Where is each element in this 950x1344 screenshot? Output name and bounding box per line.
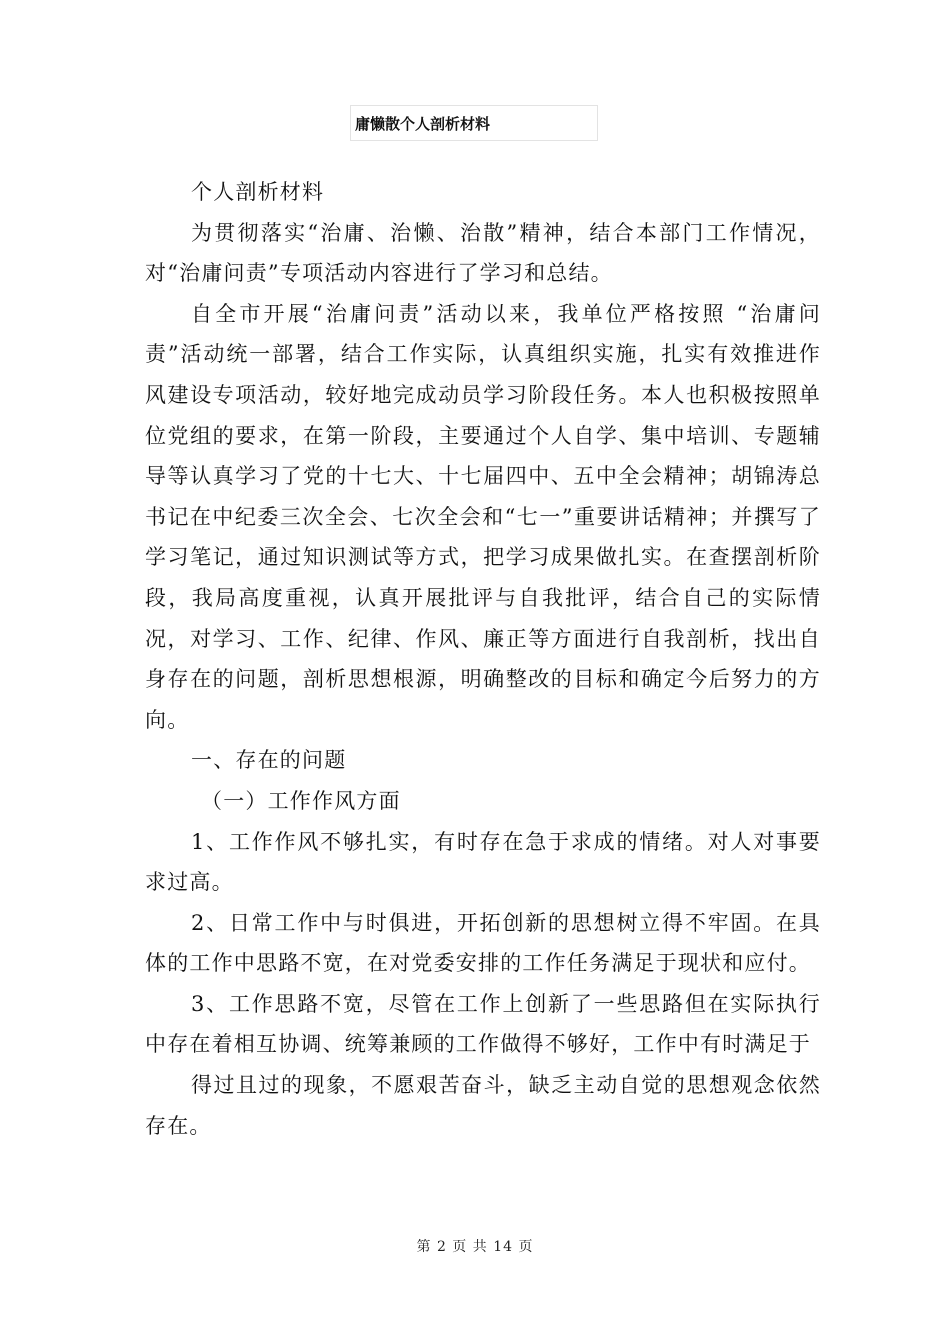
body-paragraph-item-3-continued: 得过且过的现象，不愿艰苦奋斗，缺乏主动自觉的思想观念依然存在。 [145,1073,821,1138]
body-paragraph-intro: 为贯彻落实“治庸、治懒、治散”精神，结合本部门工作情况，对“治庸问责”专项活动内容进行了学习和总结。 [145,220,821,286]
body-paragraph-item-2: 2、日常工作中与时俱进，开拓创新的思想树立得不牢固。在具体的工作中思路不宽，在对党委安排的工作任务满足于现状和应付。 [145,910,821,976]
document-body [145,172,821,1146]
body-paragraph-subtitle: 个人剖析材料 [191,180,325,204]
document-header-box [350,105,598,141]
body-paragraph-item-3: 3、工作思路不宽，尽管在工作上创新了一些思路但在实际执行中存在着相互协调、统筹兼顾的工作做得不够好，工作中有时满足于 [145,991,821,1057]
document-header-title: 庸懒散个人剖析材料 [355,115,491,133]
section-heading-problems: 一、存在的问题 [191,748,347,773]
subsection-heading-work-style: （一）工作作风方面 [201,788,401,813]
body-paragraph-item-1: 1、工作作风不够扎实，有时存在急于求成的情绪。对人对事要求过高。 [145,829,821,895]
body-paragraph-main: 自全市开展“治庸问责”活动以来，我单位严格按照 “治庸问责”活动统一部署，结合工作实际，认真组织实施，扎实有效推进作风建设专项活动，较好地完成动员学习阶段任务。本人也积极按照单位党组的要求，在第一阶段，主要通过个人自学、集中培训、专题辅导等认真学习了党的十七大、十七届四中、五中全会精神；胡锦涛总书记在中纪委三次全会、七次全会和“七一”重要讲话精神；并撰写了学习笔记，通过知识测试等方式，把学习成果做扎实。在查摆剖析阶段，我局高度重视，认真开展批评与自我批评，结合自己的实际情况，对学习、工作、纪律、作风、廉正等方面进行自我剖析，找出自身存在的问题，剖析思想根源，明确整改的目标和确定今后努力的方向。 [145,301,821,732]
page-number-footer: 第 2 页 共 14 页 [416,1239,534,1255]
